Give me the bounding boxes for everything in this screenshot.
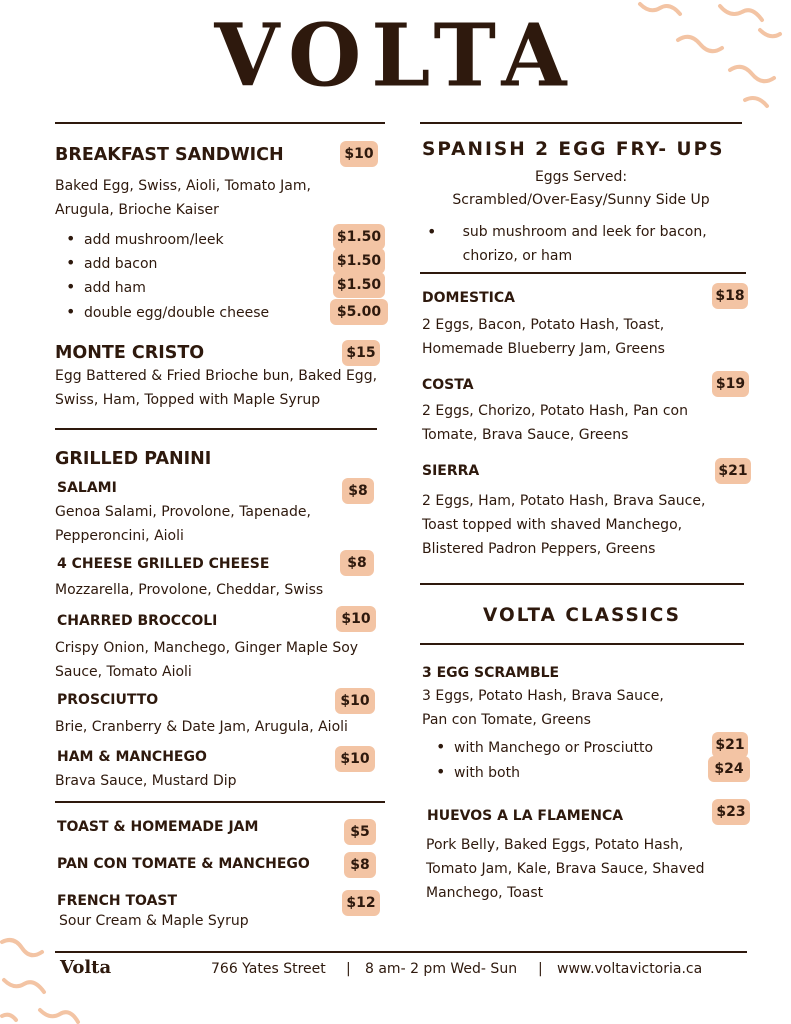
addon-mushroom-leek: • add mushroom/leek	[66, 229, 224, 248]
addon-ham: • add ham	[66, 277, 146, 296]
volta-logo: VOLTA	[214, 5, 577, 106]
breakfast-sandwich-title: BREAKFAST SANDWICH	[55, 145, 284, 165]
ham-manchego-price: $10	[335, 746, 375, 772]
breakfast-sandwich-price: $10	[340, 141, 378, 167]
four-cheese-price: $8	[340, 550, 374, 576]
monte-cristo-description: Egg Battered & Fried Brioche bun, Baked Egg, Swiss, Ham, Topped with Maple Syrup	[55, 368, 378, 408]
salami-name: SALAMI	[57, 480, 117, 496]
addon-ham-price: $1.50	[333, 272, 385, 298]
scramble-option-manchego-price: $21	[712, 732, 748, 758]
grilled-panini-title: GRILLED PANINI	[55, 449, 212, 469]
prosciutto-name: PROSCIUTTO	[57, 692, 159, 708]
charred-broccoli-name: CHARRED BROCCOLI	[57, 613, 218, 629]
sierra-name: SIERRA	[422, 463, 480, 479]
footer-volta-logo: Volta	[60, 957, 112, 978]
four-cheese-description: Mozzarella, Provolone, Cheddar, Swiss	[55, 582, 324, 598]
sub-mushroom-note-text: • sub mushroom and leek for bacon, chorizo, or ham	[462, 224, 707, 264]
pan-con-tomate-price: $8	[344, 852, 376, 878]
breakfast-sandwich-description: Baked Egg, Swiss, Aioli, Tomato Jam, Arugula, Brioche Kaiser	[55, 178, 311, 218]
egg-scramble-name: 3 EGG SCRAMBLE	[422, 665, 560, 681]
right-top-divider	[420, 122, 742, 124]
toast-jam-name: TOAST & HOMEMADE JAM	[57, 819, 259, 835]
left-top-divider	[55, 122, 385, 124]
monte-cristo-title: MONTE CRISTO	[55, 343, 205, 363]
volta-classics-title: VOLTA CLASSICS	[482, 605, 681, 626]
huevos-flamenca-description: Pork Belly, Baked Eggs, Potato Hash, Tomato Jam, Kale, Brava Sauce, Shaved Manchego, Toast	[426, 837, 705, 901]
addon-bacon: • add bacon	[66, 253, 157, 272]
toast-jam-price: $5	[344, 819, 376, 845]
addon-double-egg-cheese: • double egg/double cheese	[66, 302, 269, 321]
right-divider-classics-top	[420, 583, 744, 585]
spanish-fry-ups-title: SPANISH 2 EGG FRY- UPS	[422, 139, 725, 160]
sierra-price: $21	[715, 458, 751, 484]
costa-description: 2 Eggs, Chorizo, Potato Hash, Pan con Tomate, Brava Sauce, Greens	[422, 403, 688, 443]
four-cheese-name: 4 CHEESE GRILLED CHEESE	[57, 556, 270, 572]
right-divider-classics-bottom	[420, 643, 744, 645]
ham-manchego-name: HAM & MANCHEGO	[57, 749, 207, 765]
addon-double-egg-cheese-price: $5.00	[330, 299, 388, 325]
left-divider-panini	[55, 428, 377, 430]
ham-manchego-description: Brava Sauce, Mustard Dip	[55, 773, 237, 789]
right-divider-domestica	[420, 272, 746, 274]
costa-name: COSTA	[422, 377, 474, 393]
french-toast-description: Sour Cream & Maple Syrup	[59, 913, 249, 929]
scramble-option-both-price: $24	[708, 756, 750, 782]
footer-website[interactable]: www.voltavictoria.ca	[557, 961, 703, 977]
footer-separator-1: |	[346, 961, 351, 977]
monte-cristo-price: $15	[342, 340, 380, 366]
footer-separator-2: |	[538, 961, 543, 977]
costa-price: $19	[712, 371, 749, 397]
prosciutto-price: $10	[335, 688, 375, 714]
french-toast-price: $12	[342, 890, 380, 916]
french-toast-name: FRENCH TOAST	[57, 893, 178, 909]
huevos-flamenca-price: $23	[712, 799, 750, 825]
salami-price: $8	[342, 478, 374, 504]
addon-mushroom-leek-price: $1.50	[333, 224, 385, 250]
egg-scramble-description: 3 Eggs, Potato Hash, Brava Sauce, Pan con Tomate, Greens	[422, 688, 664, 728]
charred-broccoli-description: Crispy Onion, Manchego, Ginger Maple Soy Sauce, Tomato Aioli	[55, 640, 359, 680]
eggs-served-label: Eggs Served:	[534, 169, 628, 185]
footer-hours: 8 am- 2 pm Wed- Sun	[365, 961, 518, 977]
sierra-description: 2 Eggs, Ham, Potato Hash, Brava Sauce, Toast topped with shaved Manchego, Blistered Padron Peppers, Greens	[422, 493, 706, 557]
footer-divider	[55, 951, 747, 953]
scramble-option-manchego: • with Manchego or Prosciutto	[436, 737, 653, 756]
addon-bacon-price: $1.50	[333, 248, 385, 274]
scramble-option-both: • with both	[436, 762, 520, 781]
prosciutto-description: Brie, Cranberry & Date Jam, Arugula, Aioli	[55, 719, 348, 735]
salami-description: Genoa Salami, Provolone, Tapenade, Pepperoncini, Aioli	[55, 504, 311, 544]
bullet-icon	[445, 220, 463, 268]
charred-broccoli-price: $10	[336, 606, 376, 632]
eggs-served-options: Scrambled/Over-Easy/Sunny Side Up	[452, 192, 710, 208]
left-divider-sides	[55, 801, 385, 803]
domestica-price: $18	[712, 283, 748, 309]
pan-con-tomate-name: PAN CON TOMATE & MANCHEGO	[57, 856, 310, 872]
huevos-flamenca-name: HUEVOS A LA FLAMENCA	[427, 808, 624, 824]
sub-mushroom-note	[427, 220, 727, 268]
domestica-description: 2 Eggs, Bacon, Potato Hash, Toast, Homemade Blueberry Jam, Greens	[422, 317, 665, 357]
footer-address: 766 Yates Street	[211, 961, 326, 977]
domestica-name: DOMESTICA	[422, 290, 515, 306]
